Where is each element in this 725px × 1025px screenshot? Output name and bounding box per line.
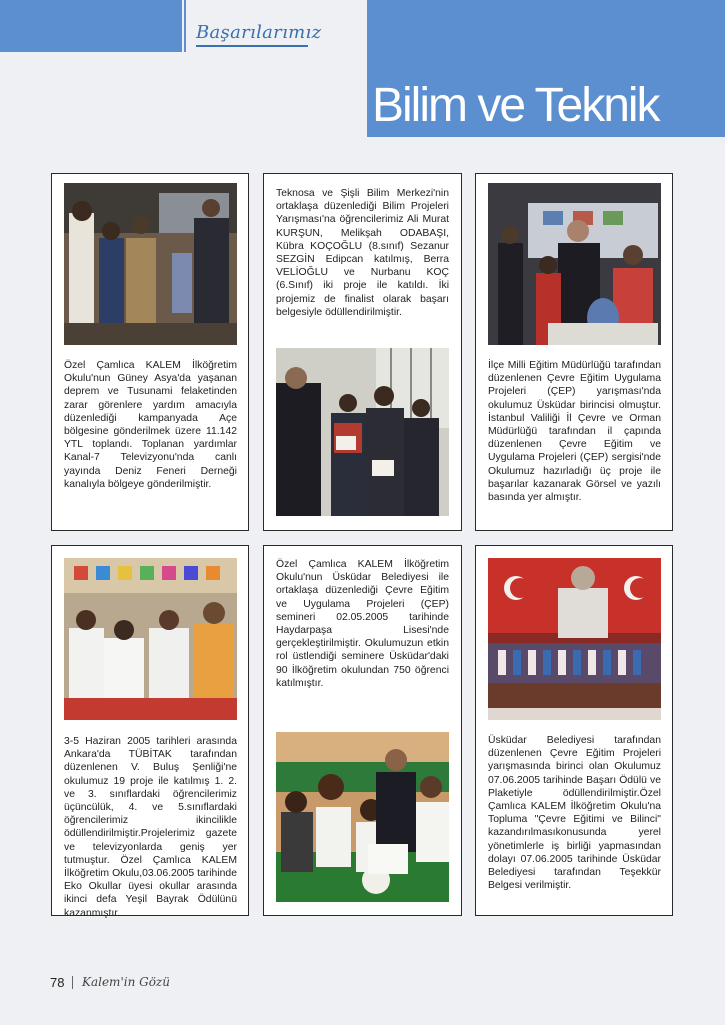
page-number: 78: [50, 975, 65, 990]
photo-cep-exhibition: [488, 183, 661, 345]
footer-separator: [72, 976, 73, 989]
photo-science-award: [276, 348, 449, 516]
news-text-3: İlçe Milli Eğitim Müdürlüğü tarafından düzenlenen Çevre Eğitim Uygulama Projeleri (ÇEP) yarışması'nda okulumuz Üsküdar birincisi olmuştur. İstanbul Valiliği İl Çevre ve Orman Müdürlüğü tarafından il çapında düzenlenen Çevre Eğitim ve Uygulama Projeleri (ÇEP) sergisi'nde Okulumuz hazırladığı üç proje ile başarılar kazanarak Görsel ve yazılı basında yer almıştır.: [488, 360, 661, 504]
magazine-logo: Kalem'in Gözü: [82, 975, 170, 989]
page-title: Bilim ve Teknik: [372, 79, 659, 132]
news-text-5: Özel Çamlıca KALEM İlköğretim Okulu'nun Üsküdar Belediyesi ile ortaklaşa düzenlediği Çevre Eğitim ve Uygulama Projeleri (ÇEP) semineri 02.05.2005 tarihinde Haydarpaşa Lisesi'nde gerçekleştirilmiştir. Okulumuzun etkin rol üstlendiği seminere Üsküdar'daki 90 İlköğretim okulundan 750 öğrenci katılmıştır.: [276, 559, 449, 689]
section-label: Başarılarımız: [196, 22, 322, 43]
header-color-bar: [0, 0, 182, 52]
news-text-4: 3-5 Haziran 2005 tarihleri arasında Ankara'da TÜBİTAK tarafından düzenlenen V. Buluş Şenliği'ne okulumuz 19 proje ile katılmış 1. 2. ve 3. sınıflardaki öğrencilerimiz üçüncülük, 4. ve 5.sınıflardaki öğrencilerimiz ikincilikle ödüllendirilmiştir.Projelerimiz gazete ve televizyonlarda geniş yer tutmuştur. Özel Çamlıca KALEM İlköğretim Okulu,03.06.2005 tarihinde Eko Okullar üyesi okullar arasında ikinci defa Yeşil Bayrak Ödülünü kazanmıştır.: [64, 736, 237, 919]
header-divider: [184, 0, 186, 52]
photo-tubitak-festival: [64, 558, 237, 720]
section-underline: [196, 45, 308, 47]
photo-green-flag: [276, 732, 449, 902]
news-text-6: Üsküdar Belediyesi tarafından düzenlenen Çevre Eğitim Projeleri yarışmasında birinci olan Okulumuz 07.06.2005 tarihinde Başarı Ödülü ve Plaketiyle ödüllendirilmiştir.Özel Çamlıca KALEM İlköğretim Okulu'na Topluma "Çevre Eğitimi ve Bilinci" kazandırılmasıkonusunda yerel yönetimlerle iş birliği yapmasından dolayı 07.06.2005 tarihinde Üsküdar Belediyesi tarafından Teşekkür Belgesi verilmiştir.: [488, 735, 661, 892]
news-text-2: Teknosa ve Şişli Bilim Merkezi'nin ortaklaşa düzenlediği Bilim Projeleri Yarışması'na öğrencilerimiz Ali Murat KURŞUN, Melikşah ODABAŞI, Kübra KOÇOĞLU (8.sınıf) Sezanur SEZGİN Edipcan katılmış, Berra VELİOĞLU ve Nurbanu KOÇ (6.Sınıf) iki proje ile katıldı. İki projemiz de finalist olarak başarı belgesiyle ödüllendirilmiştir.: [276, 188, 449, 318]
photo-award-ceremony: [488, 558, 661, 720]
news-text-1: Özel Çamlıca KALEM İlköğretim Okulu'nun Güney Asya'da yaşanan deprem ve Tusunami felaketinden zarar görenlere yardım amacıyla düzenlediği kampanyada Açe bölgesine gönderilmek üzere 11.142 YTL toplandı. Toplanan yardımlar Kanal-7 Televizyonu'nda canlı yayında Deniz Feneri Derneği kanalıyla bölgeye gönderilmiştir.: [64, 360, 237, 490]
photo-donation-event: [64, 183, 237, 345]
